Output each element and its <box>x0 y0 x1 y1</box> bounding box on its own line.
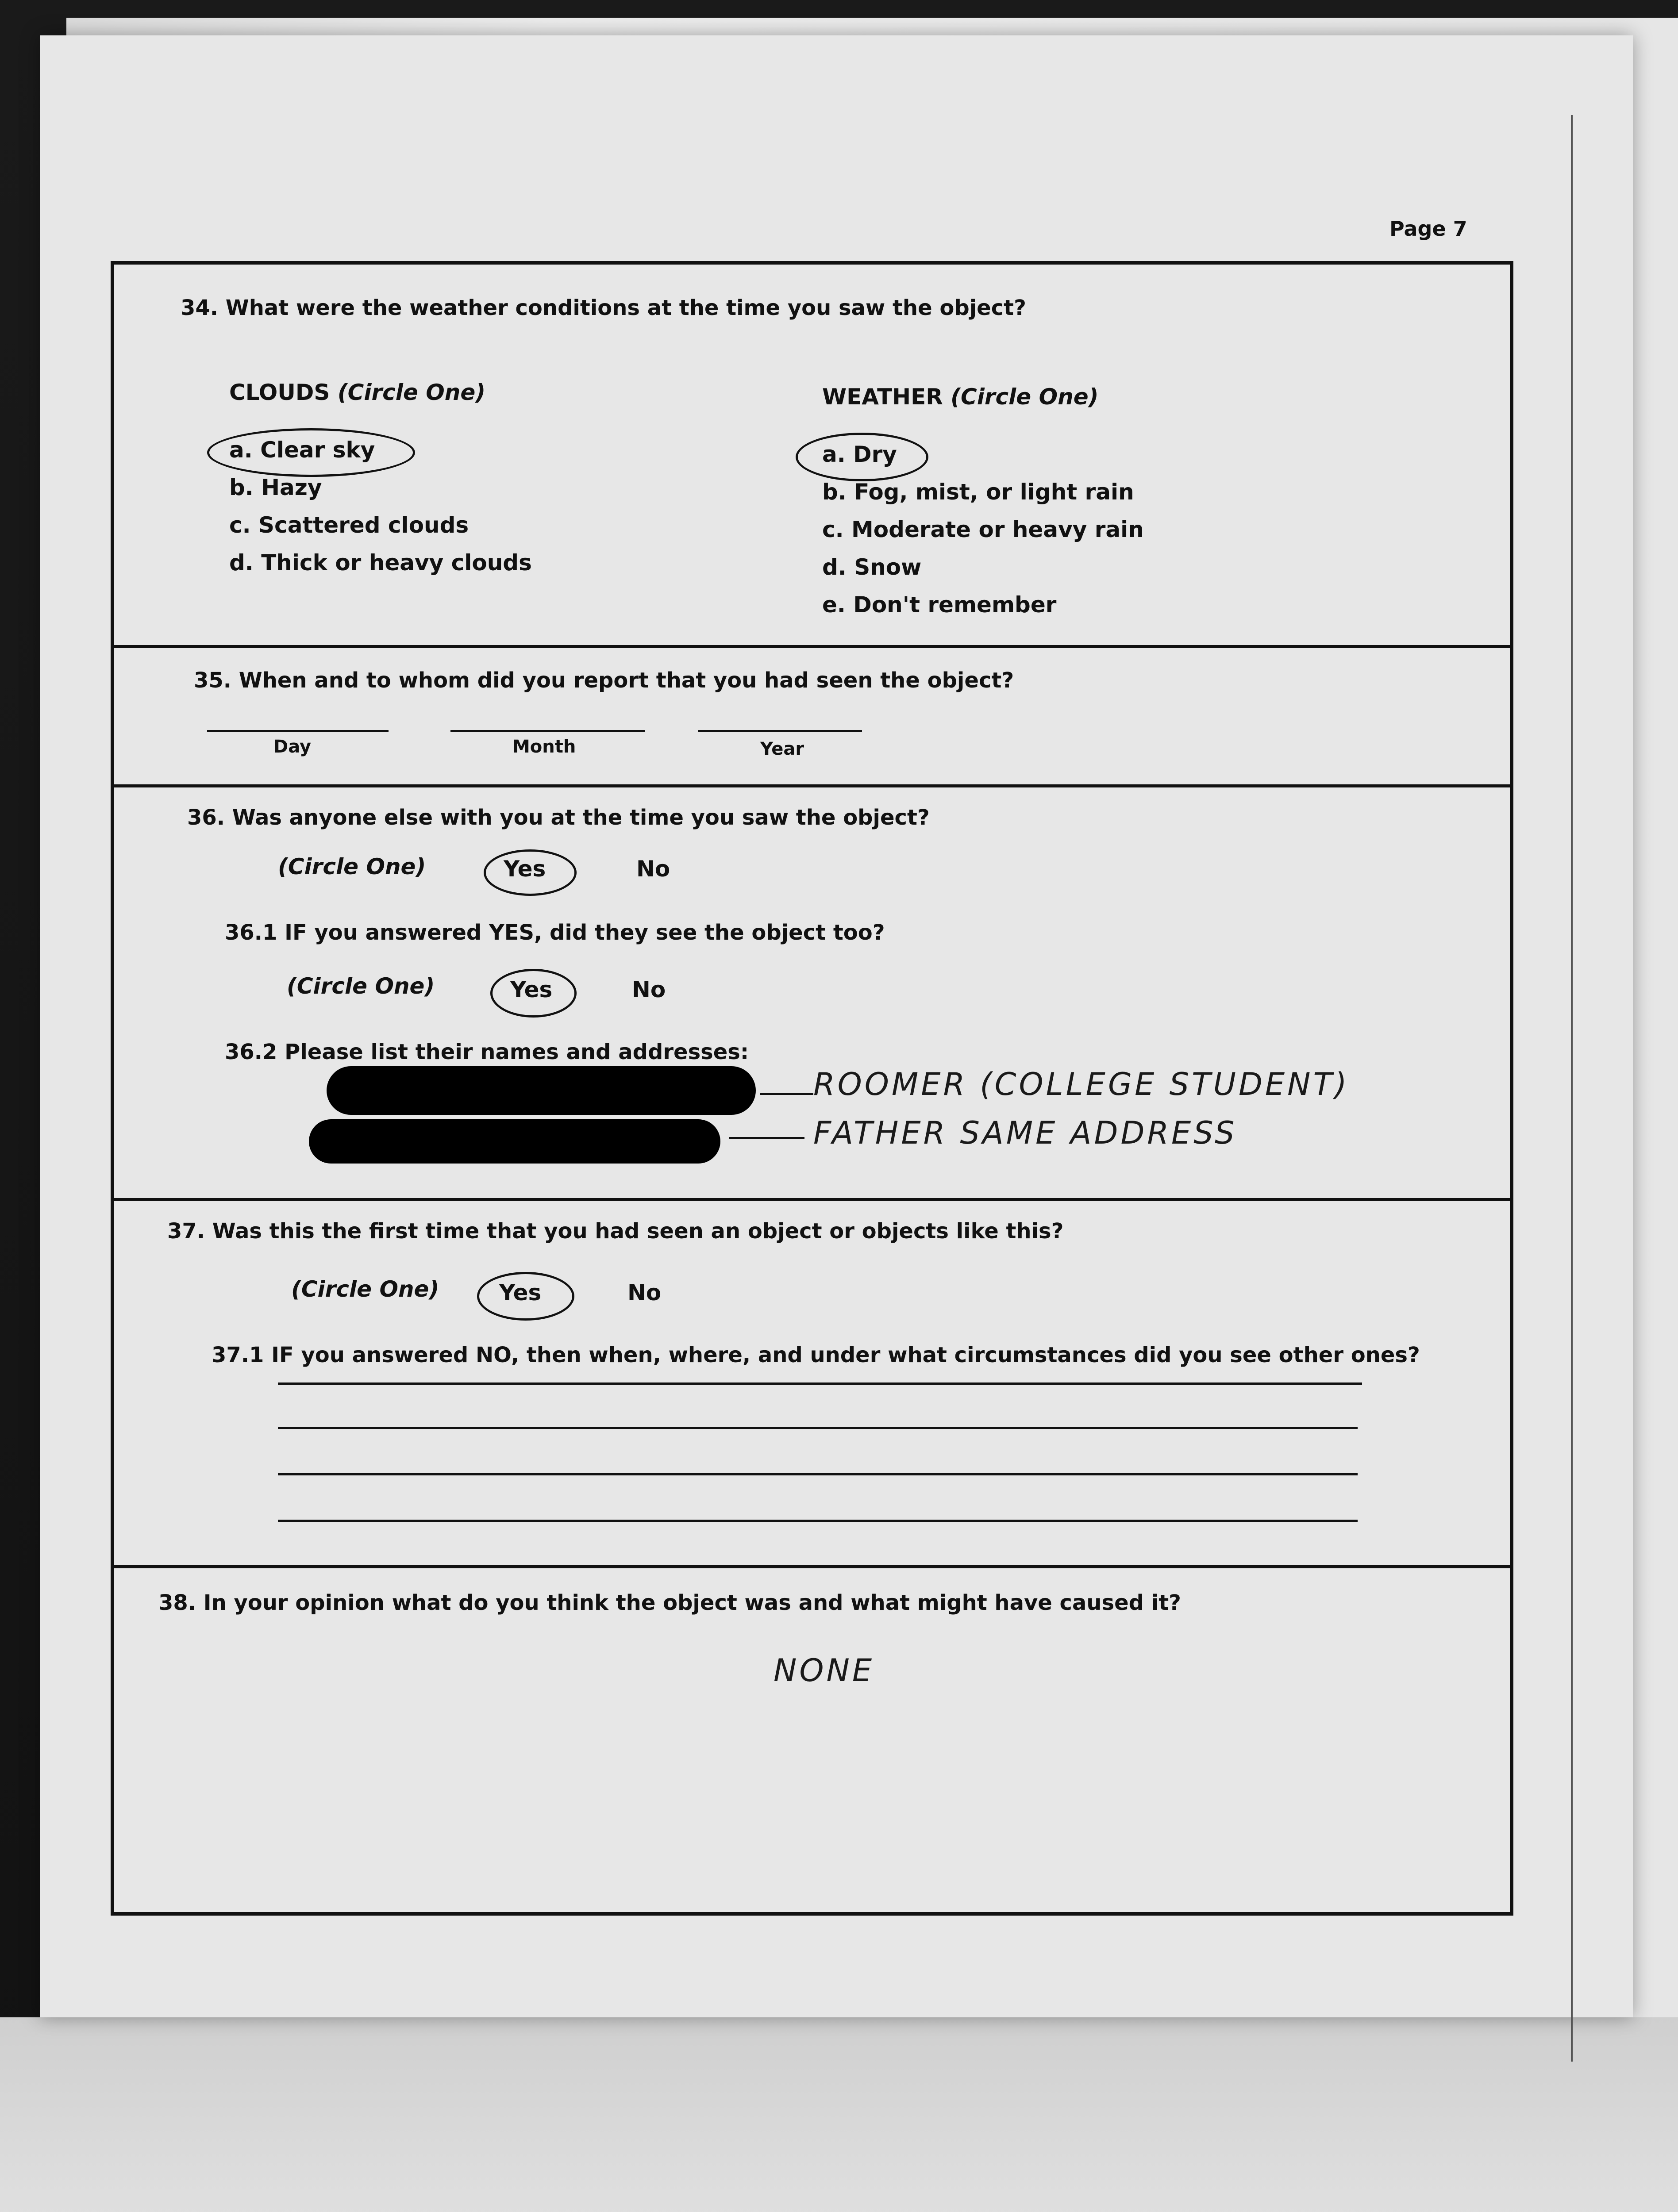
entry-dash-2 <box>729 1137 804 1139</box>
form-page <box>40 35 1633 2017</box>
q36-1-yes[interactable]: Yes <box>510 977 553 1002</box>
q37-answer-line-4[interactable] <box>278 1520 1358 1522</box>
companion-entry-2: FATHER SAME ADDRESS <box>813 1115 1237 1151</box>
clouds-heading <box>229 380 485 405</box>
section-37 <box>114 1198 1510 1570</box>
clouds-option-hazy[interactable]: b. Hazy <box>229 475 322 500</box>
q37-no[interactable]: No <box>627 1280 662 1306</box>
scan-bottom-area <box>0 2017 1678 2212</box>
q37-answer-line-2[interactable] <box>278 1427 1358 1429</box>
weather-option-dry[interactable]: a. Dry <box>822 442 897 467</box>
month-line[interactable] <box>450 730 645 732</box>
weather-heading <box>822 384 1098 410</box>
question-38: 38. In your opinion what do you think the object was and what might have caused it? <box>158 1590 1181 1615</box>
q36-circle-note: (Circle One) <box>278 854 426 879</box>
section-38 <box>114 1565 1510 1915</box>
q38-answer: NONE <box>774 1652 875 1689</box>
question-36: 36. Was anyone else with you at the time you saw the object? <box>187 805 930 830</box>
question-37: 37. Was this the first time that you had seen an object or objects like this? <box>167 1219 1064 1244</box>
question-36-2: 36.2 Please list their names and addresses: <box>225 1040 749 1064</box>
clouds-option-thick[interactable]: d. Thick or heavy clouds <box>229 550 532 576</box>
year-label: Year <box>760 739 804 759</box>
q36-1-circle-note: (Circle One) <box>287 973 435 999</box>
weather-option-moderate-rain[interactable]: c. Moderate or heavy rain <box>822 517 1144 542</box>
q37-answer-line-1[interactable] <box>278 1382 1362 1385</box>
weather-circle-note: (Circle One) <box>951 384 1099 410</box>
section-36 <box>114 784 1510 1200</box>
clouds-option-scattered[interactable]: c. Scattered clouds <box>229 512 469 538</box>
clouds-heading-text: CLOUDS <box>229 380 330 405</box>
question-35: 35. When and to whom did you report that you had seen the object? <box>194 668 1014 693</box>
redaction-2 <box>309 1119 720 1164</box>
question-37-1: 37.1 IF you answered NO, then when, where, and under what circumstances did you see other ones? <box>212 1343 1420 1367</box>
weather-option-fog[interactable]: b. Fog, mist, or light rain <box>822 479 1134 505</box>
clouds-circle-note: (Circle One) <box>337 380 486 405</box>
weather-option-dont-remember[interactable]: e. Don't remember <box>822 592 1057 618</box>
q37-answer-line-3[interactable] <box>278 1473 1358 1475</box>
weather-option-snow[interactable]: d. Snow <box>822 554 922 580</box>
page-number: Page 7 <box>1389 217 1467 241</box>
section-34 <box>114 265 1510 649</box>
companion-entry-1: ROOMER (COLLEGE STUDENT) <box>813 1066 1350 1102</box>
clouds-option-clear-sky[interactable]: a. Clear sky <box>229 437 375 463</box>
q37-circle-note: (Circle One) <box>291 1276 439 1302</box>
question-36-1: 36.1 IF you answered YES, did they see the object too? <box>225 920 885 945</box>
day-label: Day <box>273 737 312 757</box>
q36-yes[interactable]: Yes <box>504 856 546 882</box>
question-box <box>111 261 1513 1916</box>
right-edge-rule <box>1571 115 1573 2062</box>
redaction-1 <box>327 1066 756 1115</box>
q37-yes[interactable]: Yes <box>499 1280 542 1306</box>
year-line[interactable] <box>698 730 862 732</box>
section-35 <box>114 645 1510 787</box>
q36-no[interactable]: No <box>636 856 670 882</box>
question-34: 34. What were the weather conditions at the time you saw the object? <box>181 296 1026 320</box>
q36-1-no[interactable]: No <box>632 977 666 1002</box>
entry-dash-1 <box>760 1093 813 1095</box>
day-line[interactable] <box>207 730 389 732</box>
weather-heading-text: WEATHER <box>822 384 943 410</box>
month-label: Month <box>512 737 576 757</box>
